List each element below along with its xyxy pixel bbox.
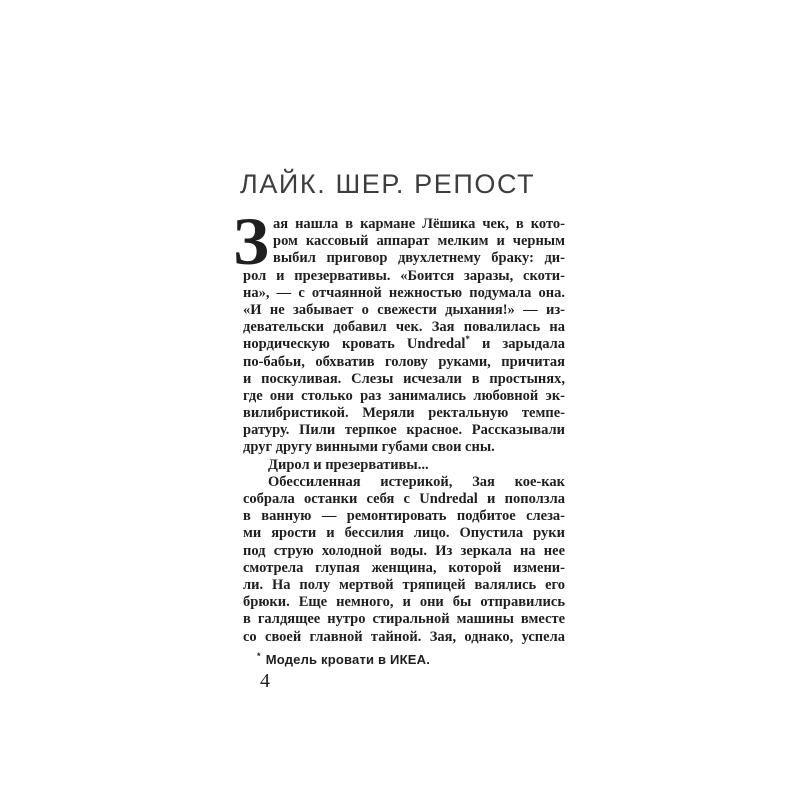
page-number: 4 xyxy=(260,670,270,692)
text-line: друг другу винными губами свои сны. xyxy=(243,439,495,456)
footnote-text: Модель кровати в ИКЕА. xyxy=(265,652,431,667)
body-text xyxy=(233,203,565,646)
text-line: нордическую кровать Undredal* и зарыдала xyxy=(243,334,565,353)
text-line: рол и презервативы. «Боится заразы, скоти- xyxy=(243,267,565,284)
text-line: ми ярости и бессилия лицо. Опустила руки xyxy=(243,525,565,542)
footnote-marker: * xyxy=(257,650,261,661)
text-line: ром кассовый аппарат мелким и черным xyxy=(273,233,565,250)
text-line: собрала останки себя с Undredal и поползла xyxy=(243,491,565,507)
text-line: в галдящее нутро стиральной машины вместе xyxy=(243,611,565,628)
text-line: Дирол и презервативы... xyxy=(268,456,429,473)
text-line: вилибристикой. Меряли ректальную темпе- xyxy=(243,405,565,422)
text-line: ли. На полу мертвой тряпицей валялись его xyxy=(243,576,565,593)
text-line: под струю холодной воды. Из зеркала на нее xyxy=(243,542,565,559)
footnote xyxy=(257,652,430,667)
text-line: со своей главной тайной. Зая, однако, успела xyxy=(243,628,565,645)
text-line: девательски добавил чек. Зая повалилась на xyxy=(243,319,565,336)
text-line: и поскуливая. Слезы исчезали в простынях, xyxy=(243,370,565,387)
text-line: где они столько раз занимались любовной эк- xyxy=(243,387,565,404)
text-line: ая нашла в кармане Лёшика чек, в кото- xyxy=(273,216,565,232)
text-line: Обессиленная истерикой, Зая кое-как xyxy=(268,473,565,490)
footnote-ref: * xyxy=(465,334,470,345)
text-line: ратуру. Пили терпкое красное. Рассказывали xyxy=(243,422,565,439)
text-line: на», — с отчаянной нежностью подумала она. xyxy=(243,284,565,301)
text-line: «И не забывает о свежести дыхания!» — из- xyxy=(243,301,565,318)
text-line: в ванную — ремонтировать подбитое слеза- xyxy=(243,508,565,525)
text-line: по-бабьи, обхватив голову руками, причитая xyxy=(243,353,565,370)
text-line: смотрела глупая женщина, которой измени- xyxy=(243,559,565,576)
text-line: выбил приговор двухлетнему браку: ди- xyxy=(273,250,565,267)
text-line: брюки. Еще немного, и они бы отправились xyxy=(243,594,565,611)
drop-cap: З xyxy=(233,203,269,279)
page-title: ЛАЙК. ШЕР. РЕПОСТ xyxy=(240,169,536,199)
